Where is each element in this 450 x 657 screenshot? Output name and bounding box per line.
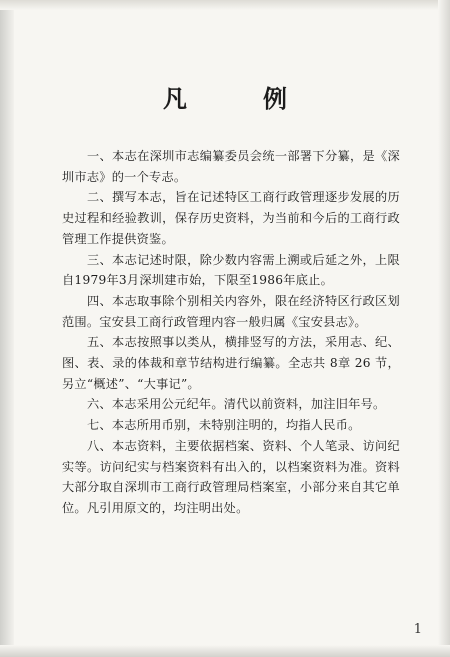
paragraph-4: 四、本志取事除个别相关内容外，限在经济特区行政区划范围。宝安县工商行政管理内容一般归属《宝安县志》。	[62, 293, 400, 329]
paragraph-5: 五、本志按照事以类从，横排竖写的方法，采用志、纪、图、表、录的体裁和章节结构进行编纂。全志共 8章 26 节，另立“概述”、“大事记”。	[62, 335, 400, 391]
paragraph-7: 七、本志所用币别，未特别注明的，均指人民币。	[87, 418, 361, 433]
page-number: 1	[413, 622, 422, 637]
scan-shadow-top	[0, 0, 450, 10]
paragraph-1: 一、本志在深圳市志编纂委员会统一部署下分纂，是《深圳市志》的一个专志。	[62, 149, 400, 184]
paragraph-2: 二、撰写本志，旨在记述特区工商行政管理逐步发展的历史过程和经验教训，保存历史资料，为当前和今后的工商行政管理工作提供资鉴。	[62, 190, 400, 246]
paragraph-8: 八、本志资料，主要依据档案、资料、个人笔录、访问纪实等。访问纪实与档案资料有出入的，以档案资料为准。资料大部分取自深圳市工商行政管理局档案室，小部分来自其它单位。凡引用原文的，均注明出处。	[62, 438, 400, 515]
page-title: 凡 例	[163, 84, 313, 113]
scan-shadow-bottom	[0, 645, 450, 657]
paragraph-3: 三、本志记述时限，除少数内容需上溯或后延之外，上限自1979年3月深圳建市始，下限至1986年底止。	[62, 252, 400, 288]
page-body	[62, 146, 400, 519]
paragraph-6: 六、本志采用公元纪年。清代以前资料，加注旧年号。	[87, 397, 386, 412]
